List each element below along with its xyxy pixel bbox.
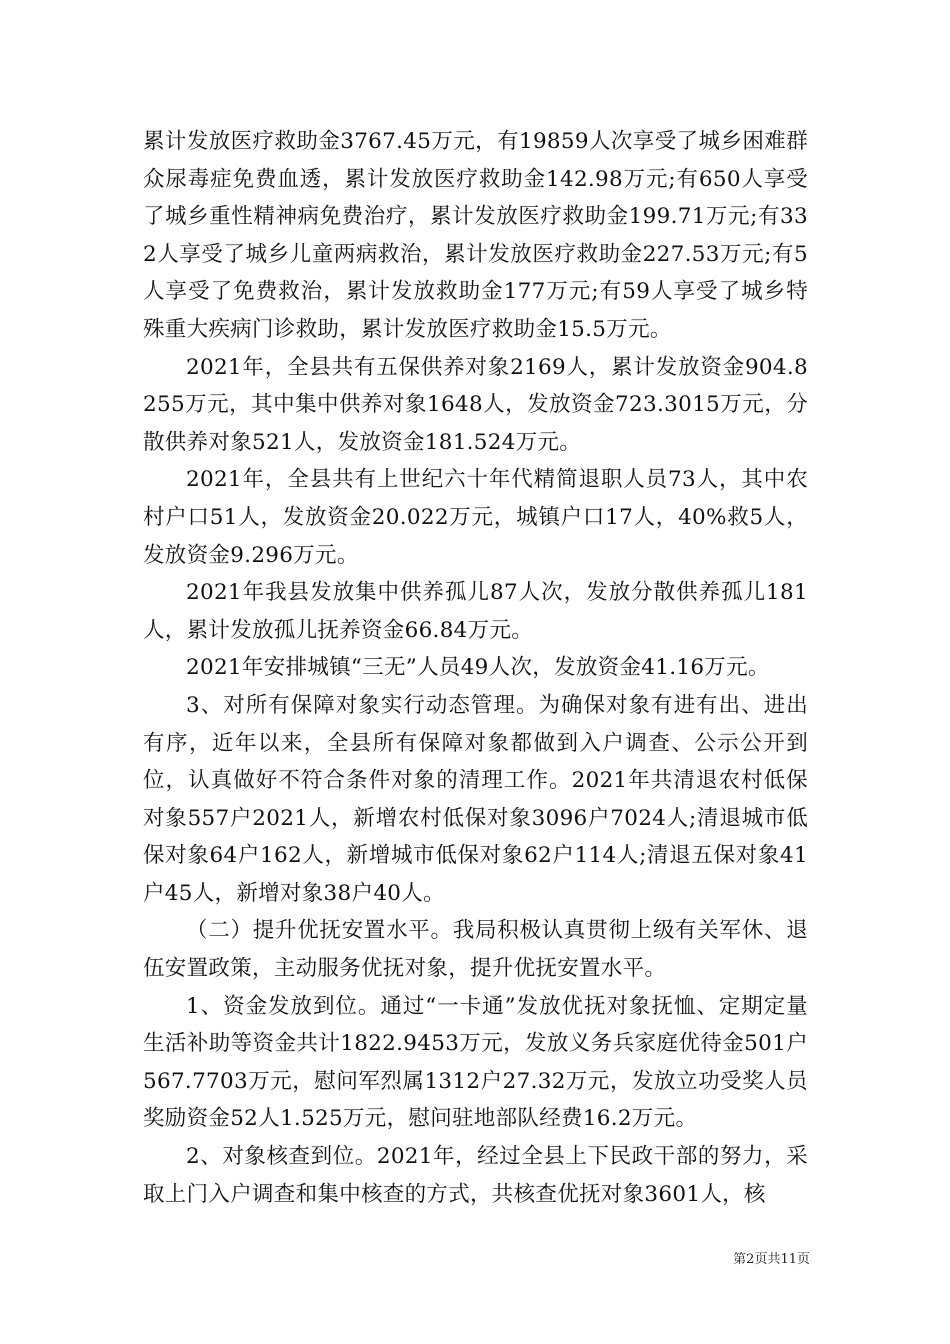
- paragraph-retired-staff: 2021年，全县共有上世纪六十年代精简退职人员73人，其中农村户口51人，发放资金20.022万元，城镇户口17人，40%救5人，发放资金9.296万元。: [143, 467, 808, 568]
- paragraph-medical-aid: 累计发放医疗救助金3767.45万元，有19859人次享受了城乡困难群众尿毒症免费血透，累计发放医疗救助金142.98万元;有650人享受了城乡重性精神病免费治疗，累计发放医疗救助金199.71万元;有332人享受了城乡儿童两病救治，累计发放医疗救助金227.53万元;有5人享受了免费救治，累计发放救助金177万元;有59人享受了城乡特殊重大疾病门诊救助，累计发放医疗救助金15.5万元。: [143, 129, 808, 342]
- paragraph-funds-distribution: 1、资金发放到位。通过“一卡通”发放优抚对象抚恤、定期定量生活补助等资金共计1822.9453万元，发放义务兵家庭优待金501户567.7703万元，慰问军烈属1312户27.32万元，发放立功受奖人员奖励资金52人1.525万元，慰问驻地部队经费16.2万元。: [143, 993, 808, 1132]
- paragraph-section-two-heading: （二）提升优抚安置水平。我局积极认真贯彻上级有关军休、退伍安置政策，主动服务优抚对象，提升优抚安置水平。: [143, 918, 808, 982]
- paragraph-five-guarantee: 2021年，全县共有五保供养对象2169人，累计发放资金904.8255万元，其中集中供养对象1648人，发放资金723.3015万元，分散供养对象521人，发放资金181.524万元。: [143, 354, 808, 455]
- document-body: [143, 123, 808, 1213]
- paragraph-three-without: 2021年安排城镇“三无”人员49人次，发放资金41.16万元。: [186, 655, 770, 681]
- paragraph-dynamic-management: 3、对所有保障对象实行动态管理。为确保对象有进有出、进出有序，近年以来，全县所有保障对象都做到入户调查、公示公开到位，认真做好不符合条件对象的清理工作。2021年共清退农村低保对象557户2021人，新增农村低保对象3096户7024人;清退城市低保对象64户162人，新增城市低保对象62户114人;清退五保对象41户45人，新增对象38户40人。: [143, 692, 808, 906]
- paragraph-object-verification: 2、对象核查到位。2021年，经过全县上下民政干部的努力，采取上门入户调查和集中核查的方式，共核查优抚对象3601人，核: [143, 1144, 808, 1207]
- paragraph-orphans: 2021年我县发放集中供养孤儿87人次，发放分散供养孤儿181人，累计发放孤儿抚养资金66.84万元。: [143, 580, 808, 643]
- page-number: 第2页共11页: [733, 1252, 810, 1267]
